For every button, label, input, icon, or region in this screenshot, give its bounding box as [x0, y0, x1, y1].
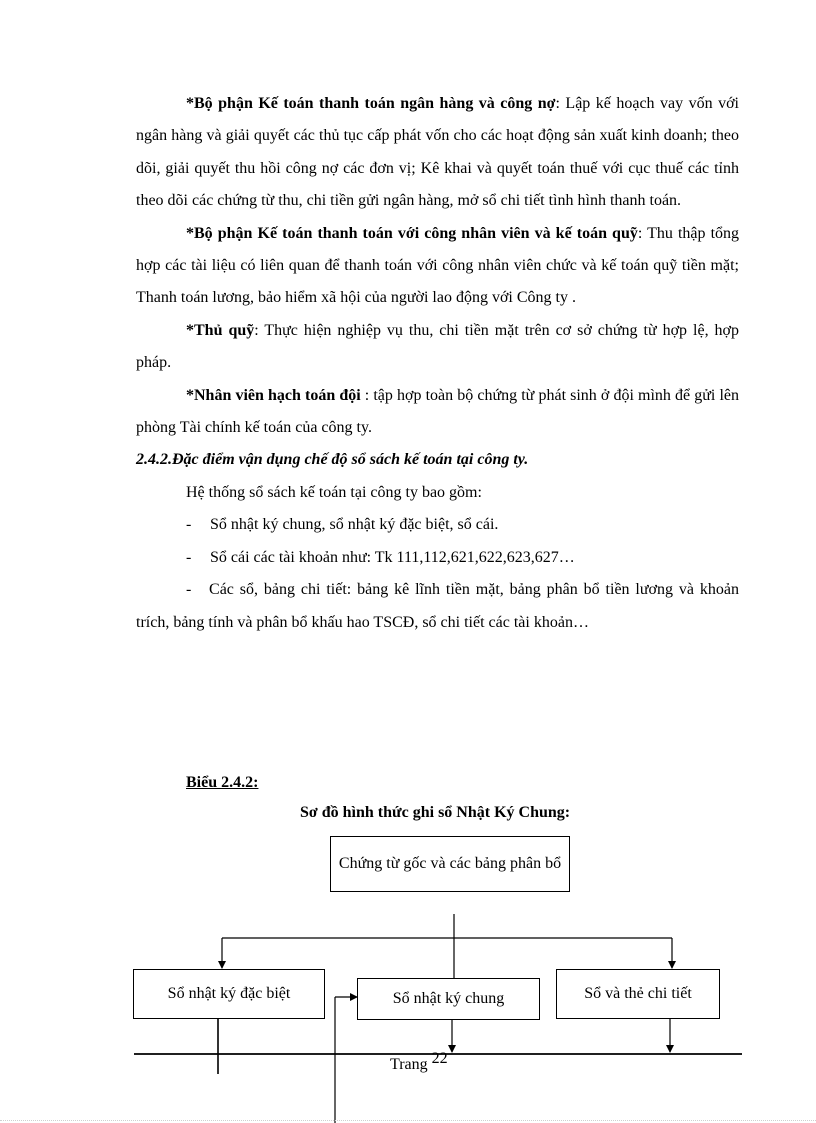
bullet-dash: -: [186, 516, 192, 534]
source-documents-box: Chứng từ gốc và các bảng phân bổ: [330, 836, 570, 892]
section-intro: Hệ thống sổ sách kế toán tại công ty bao gồm:: [186, 483, 482, 501]
page-label: Trang: [390, 1056, 428, 1073]
section-heading: 2.4.2.Đặc điểm vận dụng chế độ sổ sách kế toán tại công ty.: [136, 451, 529, 469]
paragraph-lead: *Thủ quỹ: [186, 321, 255, 339]
bullet-text: Các sổ, bảng chi tiết: bảng kê lĩnh tiền mặt, bảng phân bổ tiền lương và khoản trích, bảng tính và phân bổ khấu hao TSCĐ, sổ chi tiết các tài khoản…: [136, 581, 740, 631]
paragraph-lead: *Bộ phận Kế toán thanh toán ngân hàng và công nợ: [186, 95, 556, 112]
paragraph-text: : Thực hiện nghiệp vụ thu, chi tiền mặt trên cơ sở chứng từ hợp lệ, hợp pháp.: [136, 321, 739, 372]
detail-books-box: Sổ và thẻ chi tiết: [556, 969, 720, 1019]
general-journal-box: Sổ nhật ký chung: [357, 978, 540, 1020]
paragraph-text: : Thu thập tổng hợp các tài liệu có liên quan để thanh toán với công nhân viên chức và kế toán quỹ tiền mặt; Thanh toán lương, bảo hiểm xã hội của người lao động với Công ty .: [136, 224, 740, 307]
page-number-value: 22: [431, 1050, 448, 1067]
bullet-text: Sổ cái các tài khoản như: Tk 111,112,621,622,623,627…: [210, 548, 575, 566]
bullet-dash: -: [186, 548, 192, 566]
paragraph-lead: *Bộ phận Kế toán thanh toán với công nhân viên và kế toán quỹ: [186, 224, 638, 242]
diagram-label: Biểu 2.4.2:: [186, 774, 259, 791]
paragraph-text: : tập hợp toàn bộ chứng từ phát sinh ở đội mình để gửi lên phòng Tài chính kế toán của công ty.: [136, 386, 740, 437]
special-journal-box: Sổ nhật ký đặc biệt: [133, 969, 325, 1019]
page-number: [390, 1050, 448, 1074]
paragraph-text: : Lập kế hoạch vay vốn với ngân hàng và giải quyết các thủ tục cấp phát vốn cho các hoạt động sản xuất kinh doanh; theo dõi, giải quyết thu hồi công nợ các đơn vị; Kê khai và quyết toán thuế với cục thuế các tỉnh theo dõi các chứng từ thu, chi tiền gửi ngân hàng, mở sổ chi tiết tình hình thanh toán.: [136, 95, 739, 210]
page-bottom-rule: [0, 1120, 816, 1121]
bullet-dash: -: [186, 581, 192, 599]
paragraph-lead: *Nhân viên hạch toán đội: [186, 386, 361, 404]
diagram-title: Sơ đồ hình thức ghi sổ Nhật Ký Chung:: [300, 804, 571, 821]
bullet-text: Sổ nhật ký chung, sổ nhật ký đặc biệt, sổ cái.: [210, 516, 499, 534]
